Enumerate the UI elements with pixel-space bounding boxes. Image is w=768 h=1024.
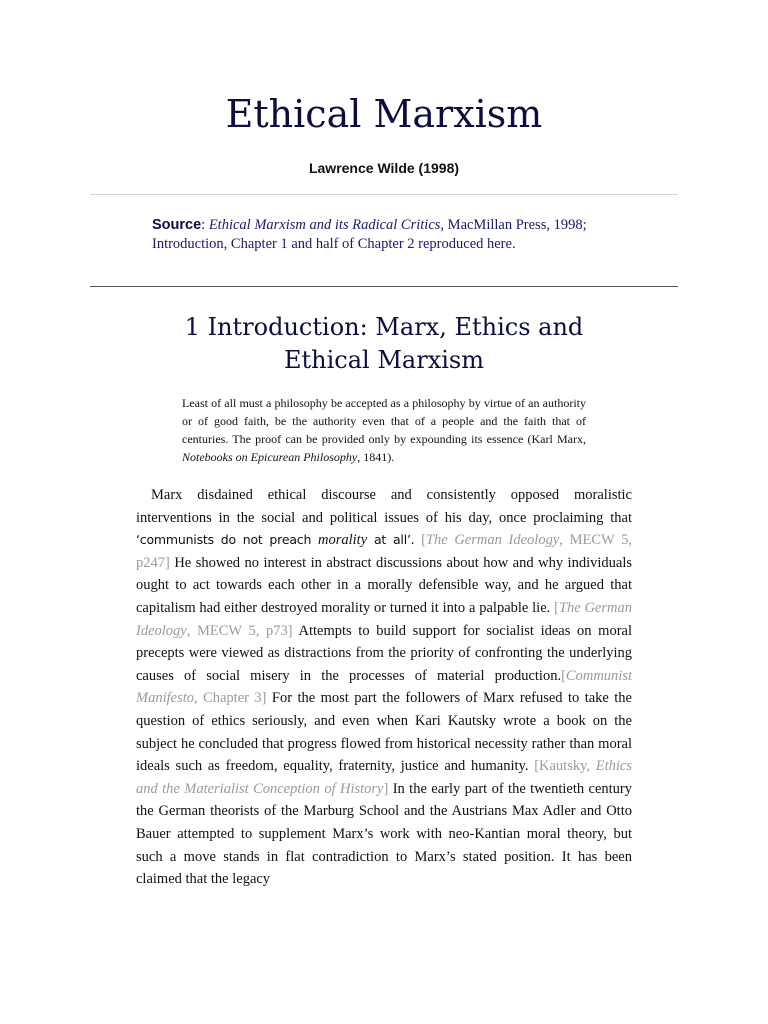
ref-bracket: [: [421, 532, 426, 549]
ref-bracket: [Kautsky,: [534, 758, 596, 775]
ref-bracket: [: [554, 599, 559, 616]
quote-part-a: ‘communists do not preach: [136, 532, 318, 548]
divider-main: [90, 286, 678, 287]
para-sentence-3: Attempts to build support for socialist ideas on moral precepts were viewed as distractions from the priority of confronting the underlying causes of social misery in the processes of material production.: [136, 622, 632, 684]
author-line: Lawrence Wilde (1998): [308, 160, 460, 176]
ref-title: Communist Manifesto: [136, 667, 632, 707]
page-title: Ethical Marxism: [225, 92, 543, 136]
source-colon: :: [201, 217, 209, 233]
source-book-title: Ethical Marxism and its Radical Critics: [208, 217, 441, 233]
divider-top: [90, 194, 678, 195]
source-details: , MacMillan Press, 1998; Introduction, Chapter 1 and half of Chapter 2 reproduced here.: [152, 217, 587, 252]
epigraph-work: Notebooks on Epicurean Philosophy: [182, 450, 358, 464]
epigraph: [182, 394, 586, 466]
ref-detail: , Chapter 3]: [194, 690, 267, 707]
ref-title: The German Ideology: [136, 599, 632, 639]
epigraph-text: Least of all must a philosophy be accepted as a philosophy by virtue of an authority or of good faith, be the authority even that of a people and the faith that of centuries. The proof can be provided only by expounding its essence (Karl Marx,: [182, 396, 586, 446]
ref-bracket: [: [561, 667, 566, 684]
source-label: Source: [152, 217, 202, 233]
para-sentence-5: In the early part of the twentieth century the German theorists of the Marburg School and the Austrians Max Adler and Otto Bauer attempted to supplement Marx’s work with neo-Kantian moral theory, but such a move stands in flat contradiction to Marx’s stated position. It has been claimed that the legacy: [136, 780, 632, 888]
para-sentence-1: Marx disdained ethical discourse and consistently opposed moralistic interventions in the social and political issues of his day, once proclaiming that: [136, 487, 632, 526]
chapter-heading: 1 Introduction: Marx, Ethics and Ethical Marxism: [184, 313, 584, 374]
para-sentence-1-end: .: [410, 532, 422, 549]
quote-word: morality: [318, 532, 368, 549]
epigraph-tail: , 1841).: [357, 450, 395, 464]
ref-title: The German Ideology: [425, 532, 560, 549]
ref-detail: ]: [383, 780, 389, 797]
source-note: [152, 216, 622, 254]
ref-detail: , MECW 5, p73]: [186, 622, 293, 639]
body-paragraph: [136, 484, 632, 891]
para-sentence-2: He showed no interest in abstract discussions about how and why individuals ought to act towards each other in a morally defensible way, and he argued that capitalism had either destroyed morality or turned it into a palpable lie.: [136, 554, 632, 616]
ref-title: Ethics and the Materialist Conception of History: [136, 758, 633, 797]
para-sentence-4: For the most part the followers of Marx refused to take the question of ethics seriously, and even when Kari Kautsky wrote a book on the subject he concluded that progress flowed from historical necessity rather than moral ideals such as freedom, equality, fraternity, justice and humanity.: [136, 690, 632, 775]
ref-detail: , MECW 5, p247]: [136, 532, 632, 571]
quote-part-b: at all’: [367, 532, 411, 548]
